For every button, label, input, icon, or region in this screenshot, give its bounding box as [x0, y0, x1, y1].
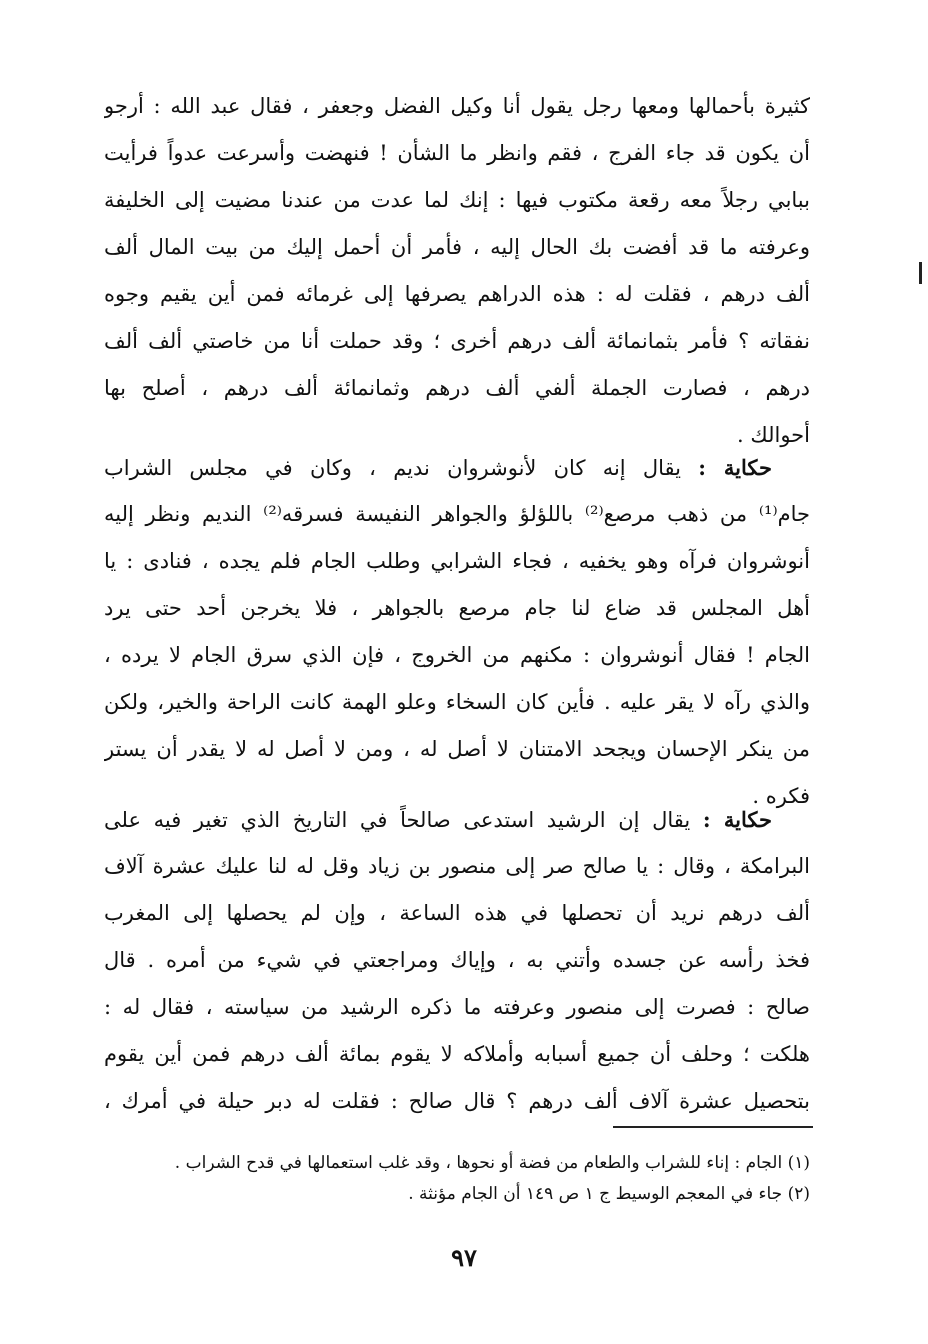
text-line: من ينكر الإحسان ويجحد الامتنان لا أصل له ، ومن لا أصل له لا يقدر أن يستر — [104, 737, 810, 761]
text-line: نفقاته ؟ فأمر بثمانمائة ألف درهم أخرى ؛ وقد حملت أنا من خاصتي ألف ألف — [104, 329, 810, 353]
story-label: حكاية : — [702, 807, 772, 832]
text-line: البرامكة ، وقال : يا صالح صر إلى منصور بن زياد وقل له لنا عليك عشرة آلاف — [104, 854, 810, 878]
text-line: أحوالك . — [737, 423, 810, 447]
text-line: كثيرة بأحمالها ومعها رجل يقول أنا وكيل الفضل وجعفر ، فقال عبد الله : أرجو — [104, 94, 810, 118]
footnote: (٢) جاء في المعجم الوسيط ج ١ ص ١٤٩ أن الجام مؤنثة . — [408, 1184, 810, 1204]
text-line: بتحصيل عشرة آلاف ألف درهم ؟ قال صالح : فقلت له دبر حيلة في أمرك ، — [104, 1089, 810, 1113]
text-line: فكره . — [752, 784, 810, 808]
margin-mark — [919, 262, 922, 284]
paragraph-1 — [104, 83, 810, 459]
text-line: جام⁽¹⁾ من ذهب مرصع⁽²⁾ باللؤلؤ والجواهر النفيسة فسرقه⁽²⁾ النديم ونظر إليه — [104, 502, 810, 526]
text-line: هلكت ؛ وحلف أن جميع أسبابه وأملاكه لا يقوم بمائة ألف درهم فمن أين يقوم — [104, 1042, 810, 1066]
footnote: (١) الجام : إناء للشراب والطعام من فضة أو نحوها ، وقد غلب استعمالها في قدح الشراب . — [174, 1153, 810, 1173]
text-line: وعرفته ما قد أفضت بك الحال إليه ، فأمر أن أحمل إليك من بيت المال ألف — [104, 235, 810, 259]
text-line: أن يكون قد جاء الفرج ، فقم وانظر ما الشأن ! فنهضت وأسرعت عدواً فرأيت — [104, 141, 810, 165]
page-number: ٩٧ — [451, 1243, 477, 1272]
text-line — [104, 796, 810, 843]
text-line — [104, 444, 810, 491]
story-first-line: يقال إنه كان لأنوشروان نديم ، وكان في مجلس الشراب — [104, 456, 699, 480]
text-line: أنوشروان فرآه وهو يخفيه ، فجاء الشرابي وطلب الجام فلم يجده ، فنادى : يا — [104, 549, 810, 573]
paragraph-3 — [104, 796, 810, 1125]
text-line: ألف درهم ، فقلت له : هذه الدراهم يصرفها إلى غرمائه فمن أين يقيم وجوه — [104, 282, 810, 306]
story-label: حكاية : — [698, 455, 772, 480]
text-line: الجام ! فقال أنوشروان : مكنهم من الخروج ، فإن الذي سرق الجام لا يرده ، — [104, 643, 810, 667]
text-line: والذي رآه لا يقر عليه . فأين كان السخاء وعلو الهمة كانت الراحة والخير، ولكن — [104, 690, 810, 714]
text-line: ألف درهم نريد أن تحصلها في هذه الساعة ، وإن لم يحصلها إلى المغرب — [104, 901, 810, 925]
text-line: درهم ، فصارت الجملة ألفي ألف درهم وثمانمائة ألف درهم ، أصلح بها — [104, 376, 810, 400]
footnotes — [104, 1148, 810, 1210]
text-line: فخذ رأسه عن جسده وأتني به ، وإياك ومراجعتي في شيء من أمره . قال — [104, 948, 810, 972]
text-line: أهل المجلس قد ضاع لنا جام مرصع بالجواهر ، فلا يخرجن أحد حتى يرد — [104, 596, 810, 620]
footnote-rule — [613, 1126, 813, 1128]
text-line: صالح : فصرت إلى منصور وعرفته ما ذكره الرشيد من سياسته ، فقال له : — [104, 995, 810, 1019]
paragraph-2 — [104, 444, 810, 820]
story-first-line: يقال إن الرشيد استدعى صالحاً في التاريخ الذي تغير فيه على — [104, 808, 703, 832]
text-line: ببابي رجلاً معه رقعة مكتوب فيها : إنك لما عدت من عندنا مضيت إلى الخليفة — [104, 188, 810, 212]
